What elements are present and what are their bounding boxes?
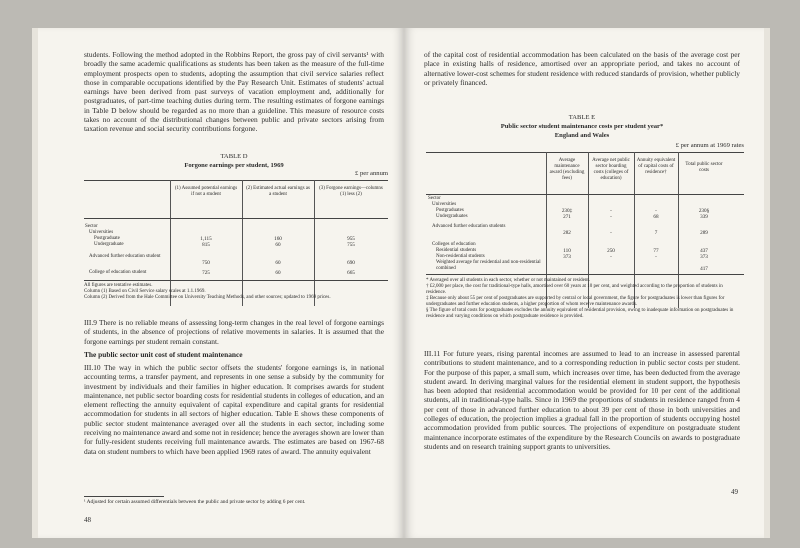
table-e-subtitle: Public sector student maintenance costs per student year* xyxy=(500,123,664,130)
table-d-cell: 690 xyxy=(347,260,355,266)
table-e-cell: 373 xyxy=(563,254,571,260)
row-label-undergraduate: Undergraduate xyxy=(94,242,124,247)
table-e-region: England and Wales xyxy=(554,132,610,139)
table-e-col4-header: Total public sector costs xyxy=(685,162,723,173)
table-d-col2-header: (2) Estimated actual earnings as a student xyxy=(246,186,310,197)
table-d-cell: 750 xyxy=(202,260,210,266)
right-page xyxy=(404,28,764,538)
table-e-cell: - xyxy=(610,208,612,214)
row-label-universities: Universities xyxy=(89,230,114,235)
paragraph-iii11: III.11 For future years, rising parental incomes are assumed to lead to an increase in assessed parental contributions to student maintenance, and to a corresponding reduction in public sector costs per student. For the purpose of this paper, a small sum, which increases over time, has been deducted from the average student award. In deriving marginal values for the residential element in student support, the hypothesis has been adopted that residential accommodation would be provided for 10 per cent of the additional students, all in traditional-type halls. Since in 1969 the proportions of students in residence ranged from 4 per cent of those in advanced further education to about 39 per cent of those in both universities and colleges of education, the projection implies a gradual fall in the proportion of students occupying hostel accommodation provided from public sources. The projections of expenditure on postgraduate student maintenance incorporate estimates of the expenditure by the Research Councils on awards to postgraduate students and on research training support grants to universities. xyxy=(424,349,740,451)
table-e-cell: 110 xyxy=(563,248,571,254)
left-page xyxy=(38,28,404,538)
row-label-afe: Advanced further education student xyxy=(89,254,161,259)
table-d-cell: 665 xyxy=(347,270,355,276)
table-d-col1-header: (1) Assumed potential earnings if not a student xyxy=(174,186,238,197)
table-e-cell: 339 xyxy=(700,214,708,220)
table-e-col3-header: Annuity equivalent of capital costs of residence† xyxy=(636,158,676,175)
page-number-left: 48 xyxy=(84,516,91,524)
table-d-cell: 1,115 xyxy=(200,236,212,242)
row-label-college: College of education student xyxy=(89,270,147,275)
table-d-cell: 160 xyxy=(274,236,282,242)
section-heading: The public sector unit cost of student maintenance xyxy=(84,350,243,359)
table-e-cell: 230§ xyxy=(698,208,710,214)
table-e-cell: - xyxy=(655,254,657,260)
table-e-cell: 77 xyxy=(653,248,659,254)
table-e-notes: * Averaged over all students in each sector, whether or not maintained or resident. † £2,000 per place, the cost for traditional-type halls, amortised over 60 years at 10 per cent, and weighted according to the proportion of students in residence. ‡ Because only about 55 per cent of postgraduates are supported by central or local government, the figure for postgraduates is lower than figures for undergraduates and further education students, a higher proportion of whom receive maintenance awards. § The figure of total costs for postgraduates excludes the annuity equivalent of residential provision, owing to inadequate information on postgraduates in residence and varying conditions on which postgraduate residence is provided. xyxy=(426,278,734,319)
table-e-cell: 230‡ xyxy=(561,208,573,214)
table-d-cell: 60 xyxy=(275,242,281,248)
row-label-nonresidential: Non-residential students xyxy=(436,254,485,259)
row-label-weighted: Weighted average for residential and non-residential combined xyxy=(436,260,541,271)
table-d-unit: £ per annum xyxy=(355,170,388,177)
table-e-cell: 373 xyxy=(700,254,708,260)
table-e-cell: 7 xyxy=(654,230,658,236)
intro-paragraph: students. Following the method adopted in the Robbins Report, the gross pay of civil servants¹ with broadly the same academic qualifications as students has been taken as the measure of the full-time employment prospects open to students, adopting the assumption that civil service salaries reflect those in comparable occupations identified by the Pay Research Unit. Estimates of students' actual earnings have been derived from past surveys of vacation employment and, additionally for postgraduates, of part-time teaching duties during term. The resulting estimates of forgone earnings in Table D below should be regarded as no more than a guideline. This measure of resource costs takes no account of the distributional changes between public and private sectors arising from taxation revenue and social security contributions forgone. xyxy=(84,50,384,134)
table-d-cell: 60 xyxy=(275,260,281,266)
table-e-title: TABLE E xyxy=(568,114,596,121)
table-e-cell: 68 xyxy=(653,214,659,220)
table-e-cell: 282 xyxy=(563,230,571,236)
footnote-rule xyxy=(84,496,164,497)
table-d-cell: 725 xyxy=(202,270,210,276)
row-label-sector: Sector xyxy=(428,196,441,201)
intro-paragraph: of the capital cost of residential accommodation has been calculated on the basis of the average cost per place in existing halls of residence, amortised over an appropriate period, and takes no account of alternative lower-cost schemes for student residence with reduced standards of provision, whether publicly or privately financed. xyxy=(424,50,740,87)
row-label-colleges: Colleges of education xyxy=(432,242,476,247)
table-e-cell: 437 xyxy=(700,248,708,254)
footnote: ¹ Adjusted for certain assumed differentials between the public and private sector by adding 6 per cent. xyxy=(84,499,306,505)
table-d-cell: 60 xyxy=(275,270,281,276)
row-label-afe: Advanced further education students xyxy=(432,224,506,229)
page-number-right: 49 xyxy=(731,488,738,496)
table-d-col3-header: (3) Forgone earnings—columns (1) less (2) xyxy=(319,186,383,197)
table-e-cell: 289 xyxy=(700,230,708,236)
row-label-sector: Sector xyxy=(85,224,98,229)
table-e-col1-header: Average maintenance award (excluding fees) xyxy=(549,158,585,181)
paragraph-iii9: III.9 There is no reliable means of assessing long-term changes in the real level of forgone earnings of students, in the absence of projections of relative movements in salaries. It is assumed that the forgone earnings per student remain constant. xyxy=(84,318,384,346)
row-label-postgraduate: Postgraduate xyxy=(94,236,120,241)
table-e-cell: - xyxy=(610,254,612,260)
table-e-cell: - xyxy=(610,214,612,220)
table-d-title: TABLE D xyxy=(220,153,248,160)
table-e-cell: 250 xyxy=(607,248,615,254)
table-d-subtitle: Forgone earnings per student, 1969 xyxy=(184,162,284,169)
table-d-cell: 815 xyxy=(202,242,210,248)
table-d-cell: 955 xyxy=(347,236,355,242)
row-label-residential: Residential students xyxy=(436,248,477,253)
page-edge-left xyxy=(32,28,38,538)
row-label-universities: Universities xyxy=(432,202,457,207)
table-e-cell: 271 xyxy=(563,214,571,220)
row-label-undergraduates: Undergraduates xyxy=(436,214,468,219)
table-e-unit: £ per annum at 1969 rates xyxy=(675,142,744,149)
table-d-cell: 755 xyxy=(347,242,355,248)
table-e-cell: 417 xyxy=(700,266,708,272)
table-d-notes: All figures are tentative estimates. Column (1) Based on Civil Service salary scales at 1.1.1969. Column (2) Derived from the Hale Committee on University Teaching Methods, and other sources; updated to 1969 prices. xyxy=(84,283,331,300)
row-label-postgraduates: Postgraduates xyxy=(436,208,464,213)
page-edge-right xyxy=(764,28,770,538)
table-e-col2-header: Average net public sector boarding costs (colleges of education) xyxy=(592,158,630,181)
table-e-cell: - xyxy=(655,208,657,214)
table-e-cell: - xyxy=(610,230,612,236)
paragraph-iii10: III.10 The way in which the public sector offsets the students' forgone earnings is, in national accounting terms, a transfer payment, and represents in one sense a subsidy by the community for investment by individuals and their families in higher education. It comprises awards for student maintenance, net public sector boarding costs for residential students in colleges of education, and an element reflecting the annuity equivalent of capital expenditure and capital grants for residential accommodation for students in all sectors of higher education. Table E shows these components of public sector student maintenance averaged over all the students in each sector, including some receiving no maintenance award and some not in residence; hence the averages shown are lower than for fully-resident students receiving full maintenance awards. The estimates are based on 1967-68 data on student numbers to which have been applied 1969 rates of award. The annuity equivalent xyxy=(84,363,384,456)
